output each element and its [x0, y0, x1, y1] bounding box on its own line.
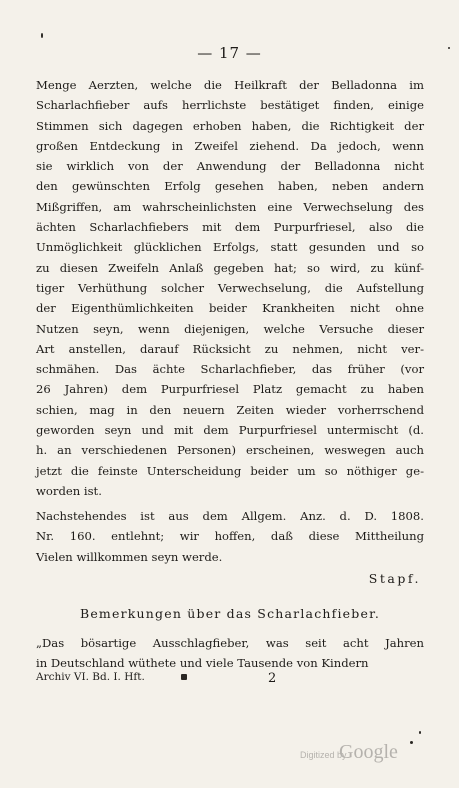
text-line: Menge Aerzten, welche die Heilkraft der Belladonna im [36, 78, 424, 92]
paragraph-3 [36, 633, 424, 674]
text-line: Stimmen sich dagegen erhoben haben, die Richtigkeit der [36, 118, 424, 133]
digitized-by-label: Digitized by [300, 750, 347, 760]
text-line: in Deutschland wüthete und viele Tausende von Kindern [36, 656, 369, 671]
text-line: Mißgriffen, am wahrscheinlichsten eine Verwechselung des [36, 199, 424, 214]
text-line: der Eigenthümlichkeiten beider Krankheiten nicht ohne [36, 301, 424, 316]
text-line: tiger Verhüthung solcher Verwechselung, die Aufstellung [36, 280, 424, 295]
text-line: Nutzen seyn, wenn diejenigen, welche Versuche dieser [36, 321, 424, 336]
text-line: zu diesen Zweifeln Anlaß gegeben hat; so wird, zu künf- [36, 260, 424, 275]
text-line: Nr. 160. entlehnt; wir hoffen, daß diese Mittheilung [36, 529, 424, 544]
section-heading: Bemerkungen über das Scharlachfieber. [79, 606, 381, 621]
ink-speck [181, 674, 187, 680]
text-line: jetzt die feinste Unterscheidung beider um so nöthiger ge- [36, 463, 424, 478]
text-line: Unmöglichkeit glücklichen Erfolgs, statt gesunden und so [36, 240, 424, 255]
text-line: den gewünschten Erfolg gesehen haben, neben andern [36, 179, 424, 194]
text-line: h. an verschiedenen Personen) erscheinen, weswegen auch [36, 443, 424, 458]
text-line: schmähen. Das ächte Scharlachfieber, das früher (vor [36, 362, 424, 377]
ink-speck [419, 731, 421, 734]
text-line: ächten Scharlachfiebers mit dem Purpurfriesel, also die [36, 220, 424, 235]
text-line: geworden seyn und mit dem Purpurfriesel untermischt (d. [36, 423, 424, 438]
text-line: worden ist. [36, 483, 102, 498]
ink-speck [448, 47, 450, 49]
google-watermark-logo: Google [339, 741, 398, 763]
text-line: Scharlachfieber aufs herrlichste bestätiget finden, einige [36, 98, 424, 113]
text-line: 26 Jahren) dem Purpurfriesel Platz gemacht zu haben [36, 382, 424, 397]
text-line: sie wirklich von der Anwendung der Belladonna nicht [36, 159, 424, 174]
text-line: Art anstellen, darauf Rücksicht zu nehmen, nicht ver- [36, 341, 424, 356]
text-line: Nachstehendes ist aus dem Allgem. Anz. d. D. 1808. [36, 509, 424, 523]
footer-signature-mark: 2 [268, 671, 277, 686]
ink-speck [41, 33, 43, 38]
paragraph-1 [36, 75, 424, 501]
text-line: „Das bösartige Ausschlagfieber, was seit acht Jahren [36, 636, 424, 650]
text-line: großen Entdeckung in Zweifel ziehend. Da jedoch, wenn [36, 138, 424, 153]
page-number: — 17 — [197, 44, 262, 62]
author-signature: Stapf. [368, 571, 421, 586]
paragraph-2 [36, 506, 424, 567]
text-line: schien, mag in den neuern Zeiten wieder vorherrschend [36, 402, 424, 417]
text-line: Vielen willkommen seyn werde. [36, 549, 223, 564]
footer-signature: Archiv VI. Bd. I. Hft. [36, 671, 145, 683]
ink-speck [410, 741, 413, 744]
